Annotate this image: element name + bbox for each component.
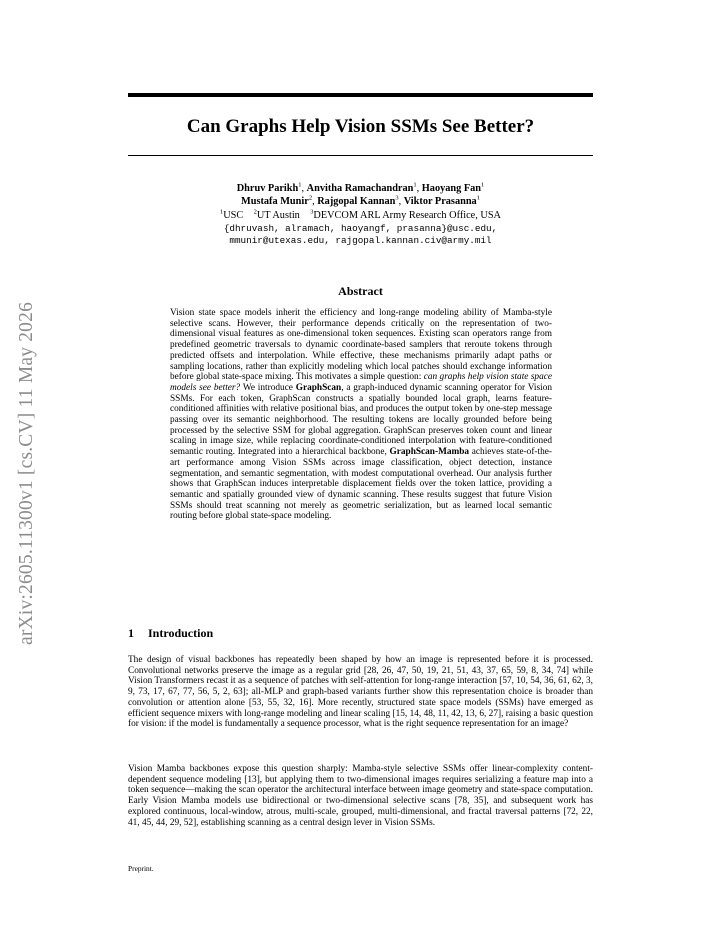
section-title: Introduction	[148, 626, 214, 640]
abstract-body	[170, 308, 552, 522]
email-line-1: {dhruvash, alramach, haoyangf, prasanna}@usc.edu,	[223, 222, 498, 234]
method-name: GraphScan	[295, 382, 342, 393]
intro-paragraph-2: Vision Mamba backbones expose this question sharply: Mamba-style selective SSMs offer linear-complexity content-dependent sequence modeling [13], but applying them to two-dimensional images requires serializing a feature map into a token sequence—making the scan operator the architectural interface between image geometry and state-space computation. Early Vision Mamba models use bidirectional or two-dimensional selective scans [78, 35], and subsequent work has explored continuous, local-window, atrous, multi-scale, grouped, multi-dimensional, and fractal traversal patterns [72, 22, 41, 45, 44, 29, 52], establishing scanning as a central design lever in Vision SSMs.	[128, 764, 593, 828]
affiliation-mark: 1	[298, 181, 302, 189]
author-name: Anvitha Ramachandran	[306, 183, 414, 194]
backbone-name: GraphScan-Mamba	[389, 447, 470, 458]
author-name: Rajgopal Kannan	[317, 195, 396, 207]
affiliation-mark: 3	[395, 194, 399, 202]
affiliation-mark: 1	[220, 208, 224, 216]
affiliation-mark: 2	[308, 194, 313, 202]
affiliations	[128, 210, 593, 223]
abstract-question: can graphs help vision state space models see better?	[170, 372, 552, 393]
author-name: Dhruv Parikh	[236, 183, 299, 194]
intro-paragraph-1: The design of visual backbones has repeatedly been shaped by how an image is represented before it is processed. Convolutional networks preserve the image as a regular grid [28, 26, 47, 50, 19, 21, 51, 43, 37, 65, 59, 8, 34, 74] while Vision Transformers recast it as a sequence of patches with self-attention for long-range interaction [57, 10, 54, 36, 61, 62, 3, 9, 73, 17, 67, 77, 56, 5, 2, 63]; all-MLP and graph-based variants further show this representation choice is broader than convolution or attention alone [53, 55, 32, 16]. More recently, structured state space models (SSMs) have emerged as efficient sequence mixers with long-range modeling and linear scaling [15, 14, 48, 11, 42, 13, 6, 27], raising a basic question for vision: if the model is fundamentally a sequence processor, what is the right sequence representation for an image?	[128, 655, 593, 730]
email-line-2: mmunir@utexas.edu, rajgopal.kannan.civ@army.mil	[229, 234, 492, 246]
author-name: Haoyang Fan	[421, 183, 481, 194]
author-line-2: Mustafa Munir$^2$, Rajgopal Kannan$^3$, Viktor Prasanna$^1$	[241, 194, 480, 207]
title-bottom-rule	[128, 155, 593, 156]
affiliation-mark: 1	[481, 181, 485, 189]
affiliation-name: USC	[223, 210, 244, 221]
author-block	[128, 183, 593, 247]
author-name: Viktor Prasanna	[403, 195, 477, 207]
author-line-1: Dhruv Parikh$^1$, Anvitha Ramachandran$^1$, Haoyang Fan$^1$	[236, 181, 485, 194]
affiliation-mark: 2	[253, 208, 257, 216]
title-top-rule	[128, 93, 593, 97]
paper-title: Can Graphs Help Vision SSMs See Better?	[186, 116, 535, 137]
abstract-text: , a graph-induced dynamic scanning operator for Vision SSMs. For each token, GraphScan constructs a spatially bounded local graph, learns feature-conditioned affinities with relative positional bias, and produces the output token by one-step message passing over its semantic neighborhood. The resulting tokens are locally grounded before being processed by the selective SSM for global aggregation. GraphScan preserves token count and linear scaling in image size, while replacing coordinate-conditioned interpolation with feature-conditioned semantic routing. Integrated into a hierarchical backbone,	[170, 382, 553, 458]
arxiv-identifier: arXiv:2605.11300v1 [cs.CV] 11 May 2026	[16, 301, 37, 645]
abstract-text: Vision state space models inherit the efficiency and long-range modeling ability of Mamba-style selective scans. However, their performance depends critically on the representation of two-dimensional visual features as one-dimensional token sequences. Existing scan operators range from predefined geometric traversals to dynamic coordinate-based samplers that reroute tokens through predicted offsets and interpolation. While effective, these mechanisms primarily adapt paths or sampling locations, rather than explicitly modeling which local patches should exchange information before global state-space mixing. This motivates a simple question:	[170, 308, 552, 383]
section-heading-introduction	[128, 626, 213, 641]
abstract-heading: Abstract	[338, 284, 383, 298]
affiliation-mark: 1	[476, 194, 480, 202]
abstract-text: achieves state-of-the-art performance among Vision SSMs across image classification, object detection, instance segmentation, and semantic segmentation, with modest computational overhead. Our analysis further shows that GraphScan induces interpretable displacement fields over the token lattice, providing a semantic and spatially grounded view of dynamic scanning. These results suggest that future Vision SSMs should treat scanning not merely as geometric serialization, but as learned local semantic routing before global state-space modeling.	[170, 447, 552, 522]
section-number: 1	[128, 626, 134, 640]
preprint-footer: Preprint.	[128, 864, 154, 873]
abstract-text: We introduce	[240, 382, 293, 393]
affiliation-name: DEVCOM ARL Army Research Office, USA	[313, 210, 501, 221]
affiliation-mark: 3	[310, 208, 314, 216]
affiliation-name: UT Austin	[256, 210, 300, 221]
affiliation-mark: 1	[413, 181, 417, 189]
author-name: Mustafa Munir	[241, 195, 309, 207]
